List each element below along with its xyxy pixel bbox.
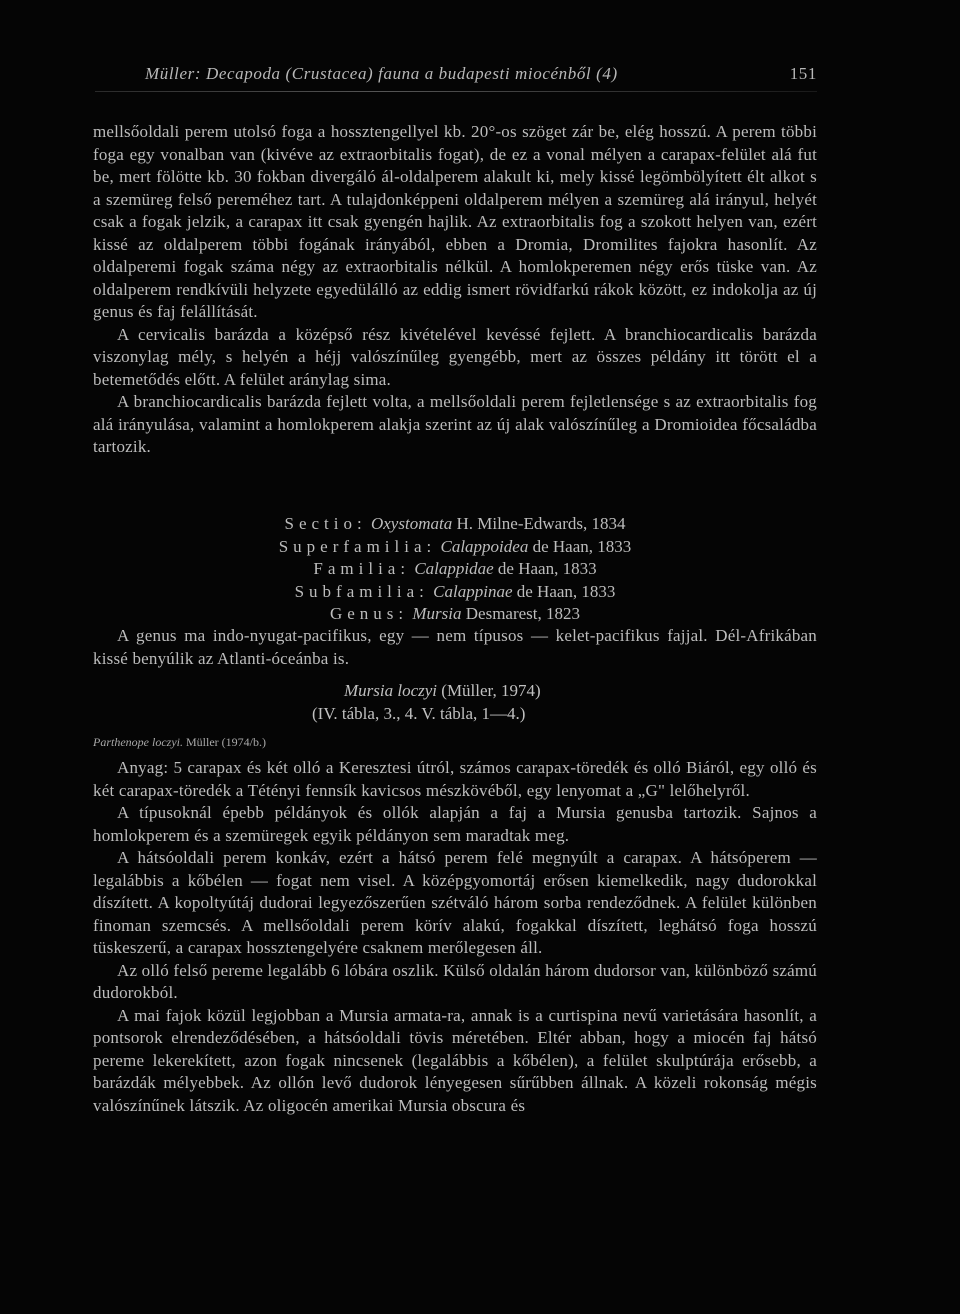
taxon-author: Desmarest, 1823 — [465, 604, 581, 623]
taxon-rank-label: Genus: — [329, 604, 409, 623]
taxonomy-block — [93, 513, 817, 626]
paragraph-6: A típusoknál épebb példányok és ollók alapján a faj a Mursia genusba tartozik. Sajnos a homlokperem és a szemüregek egyik példányon sem maradtak meg. — [93, 803, 817, 845]
paragraph-4: A genus ma indo-nyugat-pacifikus, egy — nem típusos — kelet-pacifikus fajjal. Dél-Afrikában kissé benyúlik az Atlanti-óceánba is. — [93, 626, 817, 668]
taxon-name: Calappinae — [433, 581, 513, 601]
taxon-subfamilia — [93, 581, 817, 604]
species-name: Mursia loczyi — [344, 681, 438, 700]
taxon-superfamilia — [93, 536, 817, 559]
paragraph-8: Az olló felső pereme legalább 6 lóbára oszlik. Külső oldalán három dudorsor van, különböző számú dudorokból. — [93, 960, 817, 1002]
species-author: (Müller, 1974) — [441, 681, 541, 700]
running-header — [95, 64, 817, 94]
paragraph-9: A mai fajok közül legjobban a Mursia armata-ra, annak is a curtispina nevű varietására hasonlít, a pontsorok elrendeződésében, a hátsóoldali tövis méretében. Eltér abban, hogy a miocén faj hátsó pereme lekerekített, azon fogak nincsenek (legalábbis a kőbélen), a felület skulptúrája erősebb, a barázdák mélyebbek. Az ollón levő dudorok lényegesen sűrűbben állnak. A közeli rokonság mégis valószínűnek látszik. Az oligocén amerikai Mursia obscura és — [93, 1005, 817, 1115]
taxon-rank-label: Superfamilia: — [278, 536, 437, 556]
taxon-genus — [93, 603, 817, 626]
species-line — [300, 680, 700, 703]
synonym-author: Müller (1974/b.) — [185, 735, 266, 749]
paragraph-7: A hátsóoldali perem konkáv, ezért a hátsó perem felé megnyúlt a carapax. A hátsóperem — legalábbis a kőbélen — fogat nem visel. A középgyomortáj erősen kiemelkedik, nagy dudorokkal díszített. A kopoltyútáj dudorai legyezőszerűen szétváló három sorba rendeződnek. A felület különben finoman szemcsés. A mellsőoldali perem körív alakú, fogakkal díszített, leghátsó foga hosszú tüskeszerű, a carapax hossztengelyére csaknem merőlegesen áll. — [93, 848, 817, 957]
taxon-author: H. Milne-Edwards, 1834 — [456, 514, 626, 533]
species-plates: (IV. tábla, 3., 4. V. tábla, 1—4.) — [312, 703, 526, 723]
taxon-familia — [93, 558, 817, 581]
taxon-author: de Haan, 1833 — [497, 559, 597, 578]
taxon-name: Calappoidea — [440, 536, 529, 556]
paragraph-1: mellsőoldali perem utolsó foga a hossztengellyel kb. 20°-os szöget zár be, elég hosszú. A perem többi foga egy vonalban van (kivéve az extraorbitalis fogat), de ez a vonal mélyen a carapax-felület alá fut be, mert fölötte kb. 30 fokban divergáló ál-oldalperem alakult ki, mely kissé legömbölyített élt alkot s a szemüreg felső pereméhez tart. A tulajdonképpeni oldalperem mélyen a szemüreg alá irányul, helyét csak a fogak jelzik, a carapax itt csak gyengén hajlik. Az extraorbitalis fog a szokott helyen van, ezért kissé az oldalperem többi fogának irányából, ebben a Dromia, Dromilites fajokra hasonlít. Az oldalperemi fogak száma négy az extraorbitalis nélkül. A homlokperemen négy erős tüske van. Az oldalperem rendkívüli helyzete egyedülálló az eddig ismert rövidfarkú rákok között, ez indokolja az új genus és faj felállítását. — [93, 122, 817, 321]
paragraph-3: A branchiocardicalis barázda fejlett volta, a mellsőoldali perem fejletlensége s az extraorbitalis fog alá irányulása, valamint a homlokperem alakja szerint az új alak valószínűleg a Dromioidea főcsaládba tartozik. — [93, 392, 817, 456]
taxon-author: de Haan, 1833 — [532, 536, 632, 556]
page-number: 151 — [789, 64, 817, 83]
taxon-sectio — [93, 513, 817, 536]
taxon-author: de Haan, 1833 — [516, 581, 616, 601]
taxon-rank-label: Sectio: — [284, 514, 367, 533]
taxon-rank-label: Subfamilia: — [294, 581, 429, 601]
taxon-name: Oxystomata — [370, 514, 453, 533]
text-block-genus — [93, 625, 817, 670]
taxon-name: Mursia — [412, 604, 462, 623]
taxon-rank-label: Familia: — [313, 559, 411, 578]
paragraph-5: Anyag: 5 carapax és két olló a Keresztesi útról, számos carapax-töredék és olló Biáról, egy olló és két carapax-töredék a Tétényi fennsík kavicsos mészkövéből, egy lenyomat a „G" lelőhelyről. — [93, 758, 817, 800]
species-heading — [300, 680, 700, 725]
text-block-top — [93, 121, 817, 459]
paragraph-2: A cervicalis barázda a középső rész kivételével kevéssé fejlett. A branchiocardicalis barázda viszonylag mély, s helyén a héjj valószínűleg gyengébb, mert az összes példány itt törött el a betemetődés előtt. A felület aránylag sima. — [93, 324, 817, 389]
header-rule — [95, 91, 817, 92]
synonym-line — [93, 735, 266, 750]
text-block-bottom — [93, 757, 817, 1117]
taxon-name: Calappidae — [414, 559, 494, 578]
synonym-name: Parthenope loczyi. — [93, 735, 183, 749]
running-title: Müller: Decapoda (Crustacea) fauna a budapesti miocénből (4) — [145, 64, 618, 83]
